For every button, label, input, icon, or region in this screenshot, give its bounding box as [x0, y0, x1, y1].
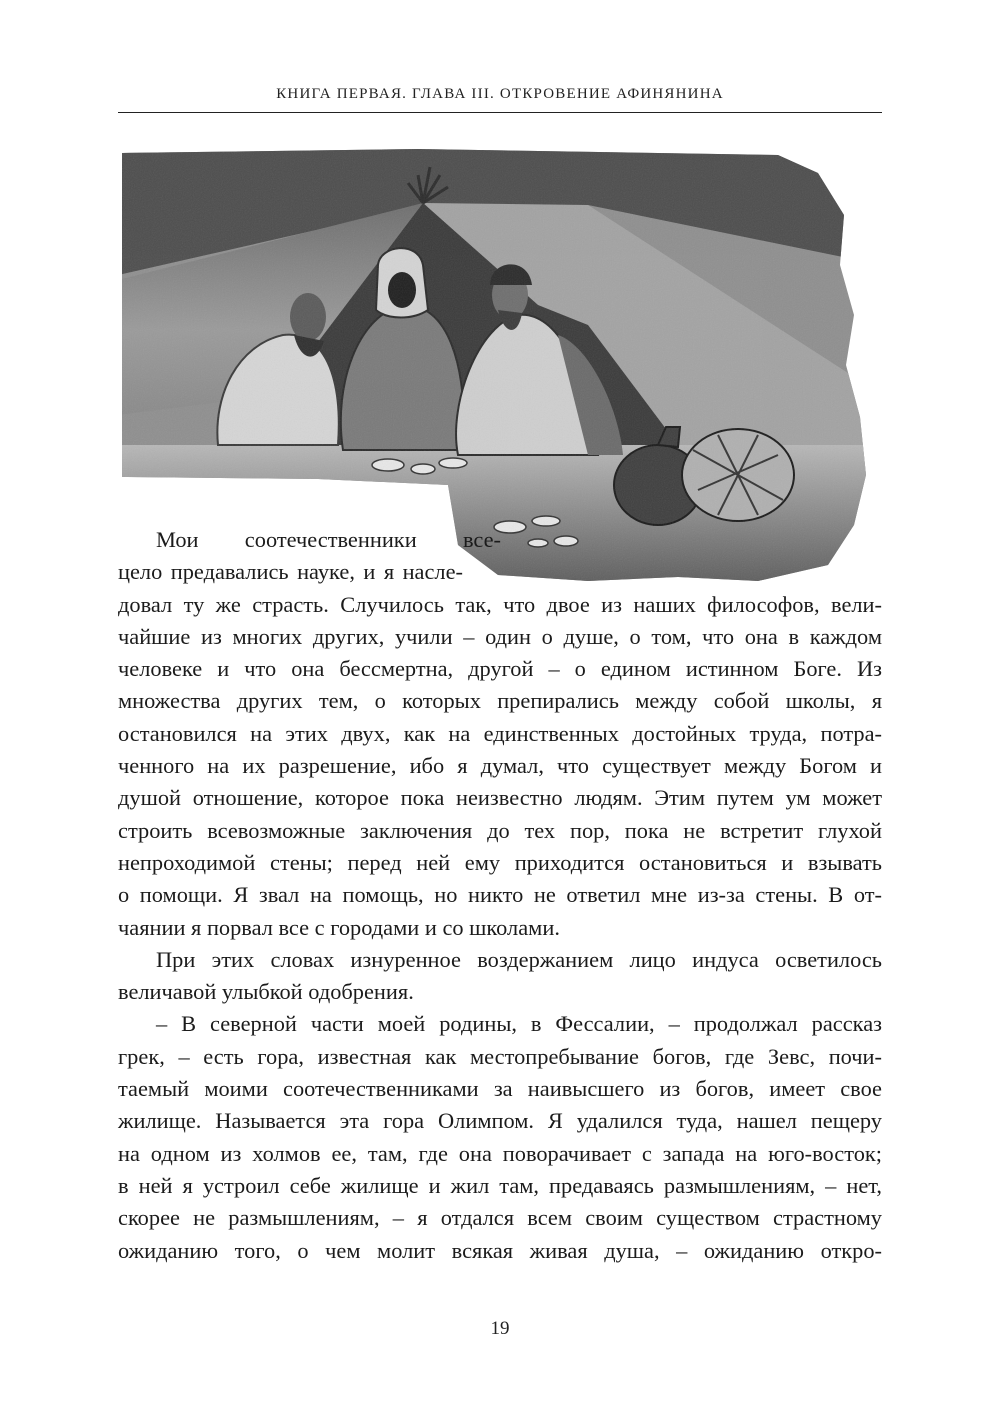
body-text — [118, 524, 882, 1267]
text-line: грек, – есть гора, известная как местопребывание богов, где Зевс, почи- — [118, 1043, 882, 1069]
text-line: довал ту же страсть. Случилось так, что двое из наших философов, вели- — [118, 591, 882, 617]
text-line: цело предавались науке, и я насле- — [118, 559, 463, 585]
text-line: о помощи. Я звал на помощь, но никто не ответил мне из-за стены. В от- — [118, 882, 882, 908]
illustration-tent-scene — [118, 145, 882, 585]
text-line: непроходимой стены; перед ней ему приходится остановиться и взывать — [118, 849, 882, 875]
grain-overlay — [118, 145, 882, 585]
text-line: остановился на этих двух, как на единственных достойных труда, потра- — [118, 720, 882, 746]
illustration-svg — [118, 145, 882, 585]
text-line: ченного на их разрешение, ибо я думал, что существует между Богом и — [118, 753, 882, 779]
illustration-frame — [118, 145, 882, 585]
text-line: жилище. Называется эта гора Олимпом. Я удалился туда, нашел пещеру — [118, 1108, 882, 1134]
text-line: – В северной части моей родины, в Фессалии, – продолжал рассказ — [156, 1011, 882, 1037]
text-line: множества других тем, о которых препирались между собой школы, я — [118, 688, 882, 714]
text-line: таемый моими соотечественниками за наивысшего из богов, имеет свое — [118, 1076, 882, 1102]
text-line: человеке и что она бессмертна, другой – о едином истинном Боге. Из — [118, 656, 882, 682]
text-line: скорее не размышлениям, – я отдался всем своим существом страстному — [118, 1205, 882, 1231]
text-line: на одном из холмов ее, там, где она поворачивает с запада на юго-восток; — [118, 1140, 882, 1166]
header-rule — [118, 112, 882, 113]
text-line: величавой улыбкой одобрения. — [118, 979, 414, 1005]
text-line: строить всевозможные заключения до тех пор, пока не встретит глухой — [118, 817, 882, 843]
text-line: Мои соотечественники все- — [156, 527, 501, 552]
text-line: чаянии я порвал все с городами и со школами. — [118, 914, 560, 940]
text-line: чайшие из многих других, учили – один о душе, о том, что она в каждом — [118, 623, 882, 649]
running-header: КНИГА ПЕРВАЯ. ГЛАВА III. ОТКРОВЕНИЕ АФИНЯНИНА — [276, 86, 724, 102]
text-line: ожиданию того, о чем молит всякая живая душа, – ожиданию откро- — [118, 1237, 882, 1263]
text-line: При этих словах изнуренное воздержанием лицо индуса осветилось — [156, 946, 882, 972]
page-number: 19 — [490, 1318, 510, 1339]
text-line: душой отношение, которое пока неизвестно людям. Этим путем ум может — [118, 785, 882, 811]
text-line: в ней я устроил себе жилище и жил там, предаваясь размышлениям, – нет, — [118, 1172, 882, 1198]
